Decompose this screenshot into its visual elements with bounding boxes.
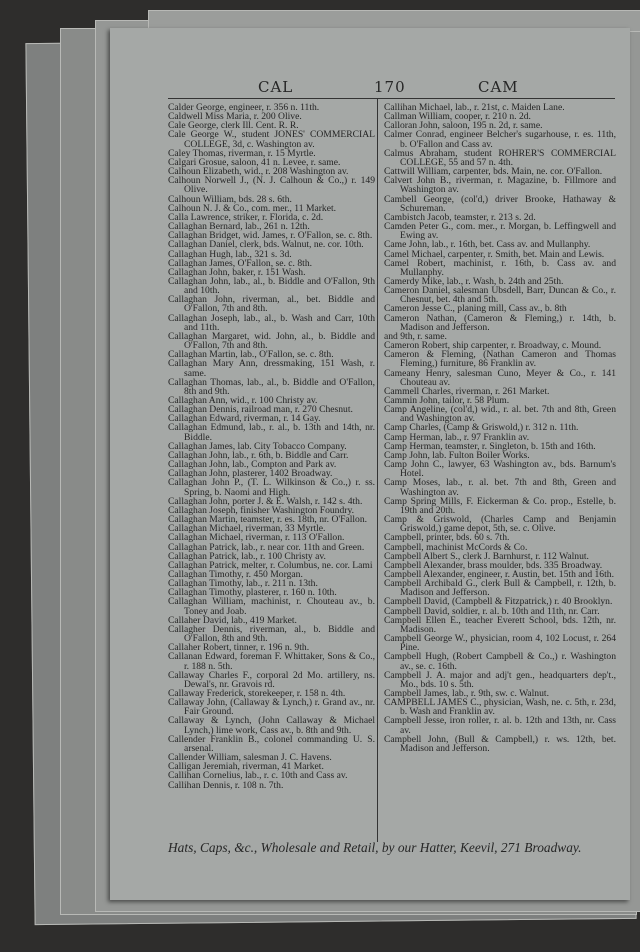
directory-entry: Callaghan Thomas, lab., al., b. Biddle and O'Fallon, 8th and 9th. bbox=[168, 376, 375, 397]
directory-entry: Callaghan James, O'Fallon, se. c. 8th. bbox=[168, 257, 313, 269]
directory-entry: Callaghan Martin, teamster, r. es. 18th, nr. O'Fallon. bbox=[168, 514, 368, 526]
column-divider bbox=[377, 99, 378, 842]
directory-entry: Callaghan Patrick, lab., r. 100 Christy av. bbox=[168, 550, 326, 562]
directory-entry: Cameron Jesse C., planing mill, Cass av., b. 8th bbox=[384, 303, 567, 315]
directory-entry: Callaghan Edmund, lab., r. al., b. 13th and 14th, nr. Biddle. bbox=[168, 422, 375, 443]
directory-entry: Callaghan Margaret, wid. John, al., b. Biddle and O'Fallon, 7th and 8th. bbox=[168, 330, 375, 352]
directory-entry: Campbell George W., physician, room 4, 102 Locust, r. 264 Pine. bbox=[384, 633, 616, 654]
directory-entry: Calmer Conrad, engineer Belcher's sugarhouse, r. es. 11th, b. O'Fallon and Cass av. bbox=[384, 129, 616, 150]
directory-entry: Campbell Albert S., clerk J. Barnhurst, r. 112 Walnut. bbox=[384, 550, 589, 562]
directory-entry: Cale George, clerk Ill. Cent. R. R. bbox=[168, 120, 299, 132]
directory-entry: Camel Robert, machinist, r. 16th, b. Cass av. and Mullanphy. bbox=[384, 257, 616, 278]
directory-entry: Callaghan Patrick, melter, r. Columbus, ne. cor. Lami bbox=[168, 559, 373, 571]
directory-entry: Cameron Robert, ship carpenter, r. Broadway, c. Mound. bbox=[384, 340, 602, 352]
directory-entry: Callaghan Martin, lab., O'Fallon, se. c. 8th. bbox=[168, 349, 334, 361]
directory-entry: Campbell Alexander, brass moulder, bds. 335 Broadway. bbox=[384, 559, 603, 571]
directory-entry: Calhoun N. J. & Co., com. mer., 11 Market. bbox=[168, 202, 337, 214]
directory-entry: Callihan Dennis, r. 108 n. 7th. bbox=[168, 779, 284, 791]
header-left-guide: CAL bbox=[258, 78, 294, 96]
footer-advertisement: Hats, Caps, &c., Wholesale and Retail, by our Hatter, Keevil, 271 Broadway. bbox=[168, 840, 582, 855]
directory-entry: Calder George, engineer, r. 356 n. 11th. bbox=[168, 102, 320, 113]
directory-entry: Callaghan John P., (T. L. Wilkinson & Co.,) r. ss. Spring, b. Naomi and High. bbox=[168, 477, 375, 498]
directory-entry: Callihan Cornelius, lab., r. c. 10th and Cass av. bbox=[168, 770, 348, 782]
directory-entry: Camp Herman, teamster, r. Singleton, b. 15th and 16th. bbox=[384, 440, 596, 452]
directory-entry: Campbell Alexander, engineer, r. Austin, bet. 15th and 16th. bbox=[384, 568, 614, 580]
directory-entry: Callanan Edward, foreman F. Whittaker, Sons & Co., r. 188 n. 5th. bbox=[168, 651, 375, 672]
directory-entry: Cattwill William, carpenter, bds. Main, ne. cor. O'Fallon. bbox=[384, 166, 603, 178]
directory-entry: Callaghan William, machinist, r. Chouteau av., b. Toney and Joab. bbox=[168, 596, 375, 617]
directory-entry: Campbell Archibald G., clerk Bull & Campbell, r. 12th, b. Madison and Jefferson. bbox=[384, 578, 616, 599]
directory-entry: Cameany Henry, salesman Cuno, Meyer & Co., r. 141 Chouteau av. bbox=[384, 367, 616, 388]
directory-entry: Cale George W., student JONES' COMMERCIAL COLLEGE, 3d, c. Washington av. bbox=[168, 129, 375, 150]
directory-entry: Callaghan John, lab., r. 6th, b. Biddle and Carr. bbox=[168, 449, 349, 461]
directory-entry: Campbell David, (Campbell & Fitzpatrick,) r. 40 Brooklyn. bbox=[384, 596, 613, 608]
directory-entry: Calhoun William, bds. 28 s. 6th. bbox=[168, 193, 292, 205]
directory-entry: Calhoun Norwell J., (N. J. Calhoun & Co.,) r. 149 Olive. bbox=[168, 175, 375, 196]
directory-entry: Callaghan John, baker, r. 151 Wash. bbox=[168, 266, 306, 278]
directory-entry: Callaher Robert, tinner, r. 196 n. 9th. bbox=[168, 642, 310, 654]
directory-entry: Came John, lab., r. 16th, bet. Cass av. and Mullanphy. bbox=[384, 239, 591, 251]
directory-entry: Callaghan John, lab., Compton and Park av. bbox=[168, 459, 337, 471]
directory-entry: Callagher Dennis, riverman, al., b. Biddle and O'Fallon, 8th and 9th. bbox=[168, 623, 375, 645]
directory-entry: Camel Michael, carpenter, r. Smith, bet. Main and Lewis. bbox=[384, 248, 605, 260]
directory-entry: Campbell John, (Bull & Campbell,) r. ws. 12th, bet. Madison and Jefferson. bbox=[384, 733, 616, 754]
directory-entry: Callaghan Edward, riverman, r. 14 Gay. bbox=[168, 413, 321, 425]
directory-entry: Callaher David, lab., 419 Market. bbox=[168, 614, 297, 626]
directory-entry: Camp Angeline, (col'd,) wid., r. al. bet. 7th and 8th, Green and Washington av. bbox=[384, 404, 616, 425]
right-column bbox=[384, 103, 616, 753]
left-column bbox=[168, 103, 375, 790]
directory-entry: Callaghan John, riverman, al., bet. Biddle and O'Fallon, 7th and 8th. bbox=[168, 294, 375, 315]
directory-entry: Callihan Michael, lab., r. 21st, c. Maiden Lane. bbox=[384, 102, 565, 113]
directory-entry: Cammin John, tailor, r. 58 Plum. bbox=[384, 395, 510, 406]
directory-entry: Calhoun Elizabeth, wid., r. 208 Washington av. bbox=[168, 166, 349, 178]
directory-entry: Callaghan Mary Ann, dressmaking, 151 Wash, r. same. bbox=[168, 358, 375, 379]
directory-entry: Camp John, lab. Fulton Boiler Works. bbox=[384, 449, 530, 461]
directory-entry: Campbell James, lab., r. 9th, sw. c. Walnut. bbox=[384, 688, 549, 699]
directory-entry: Caley Thomas, riverman, r. 15 Myrtle. bbox=[168, 147, 316, 159]
directory-entry: Callaghan Daniel, clerk, bds. Walnut, ne. cor. 10th. bbox=[168, 239, 364, 251]
directory-entry: Caldwell Miss Maria, r. 200 Olive. bbox=[168, 111, 302, 123]
directory-entry: Cambell George, (col'd,) driver Brooke, Hathaway & Schureman. bbox=[384, 193, 616, 214]
directory-entry: Callman William, cooper, r. 210 n. 2d. bbox=[384, 111, 531, 123]
directory-entry: Camp Moses, lab., r. al. bet. 7th and 8th, Green and Washington av. bbox=[384, 477, 616, 498]
directory-entry: Camden Peter G., com. mer., r. Morgan, b. Leffingwell and Ewing av. bbox=[384, 221, 616, 242]
directory-entry: Callaghan Timothy, r. 450 Morgan. bbox=[168, 568, 303, 580]
directory-entry: Callaghan Joseph, finisher Washington Foundry. bbox=[168, 504, 355, 516]
directory-entry: Calmus Abraham, student ROHRER'S COMMERCIAL COLLEGE, 55 and 57 n. 4th. bbox=[384, 147, 616, 168]
directory-entry: Camp John C., lawyer, 63 Washington av., bds. Barnum's Hotel. bbox=[384, 459, 616, 480]
directory-entry: Calgari Grosue, saloon, 41 n. Levee, r. same. bbox=[168, 156, 341, 168]
directory-entry: Calvert John B., riverman, r. Magazine, b. Fillmore and Washington av. bbox=[384, 175, 616, 196]
directory-entry: Camp Spring Mills, F. Eickerman & Co. prop., Estelle, b. 19th and 20th. bbox=[384, 495, 616, 516]
directory-entry: Callaghan Bridget, wid. James, r. O'Fallon, se. c. 8th. bbox=[168, 230, 373, 242]
directory-entry: Campbell J. A. major and adj't gen., headquarters dep't., Mo., bds. 10 s. 5th. bbox=[384, 669, 616, 690]
directory-entry: Cameron Nathan, (Cameron & Fleming,) r. 14th, b. Madison and Jefferson. bbox=[384, 312, 616, 333]
directory-entry: Campbell Ellen E., teacher Everett School, bds. 12th, nr. Madison. bbox=[384, 614, 616, 635]
directory-entry: Cambistch Jacob, teamster, r. 213 s. 2d. bbox=[384, 211, 536, 223]
directory-entry: Callaghan Joseph, lab., al., b. Wash and Carr, 10th and 11th. bbox=[168, 312, 375, 333]
directory-entry: Callaghan Michael, riverman, r. 113 O'Fallon. bbox=[168, 532, 345, 544]
directory-entry: Callaghan James, lab. City Tobacco Company. bbox=[168, 440, 347, 452]
directory-entry: Callender William, salesman J. C. Havens. bbox=[168, 752, 332, 764]
directory-entry: Callaghan John, plasterer, 1402 Broadway. bbox=[168, 468, 333, 480]
directory-entry: Callaghan Timothy, lab., r. 211 n. 13th. bbox=[168, 578, 318, 590]
directory-entry: Cammell Charles, riverman, r. 261 Market. bbox=[384, 385, 550, 397]
directory-entry: Callender Franklin B., colonel commanding U. S. arsenal. bbox=[168, 733, 375, 754]
directory-entry: Camp & Griswold, (Charles Camp and Benjamin Griswold,) game depot, 5th, se. c. Olive. bbox=[384, 514, 616, 535]
directory-entry: Callaghan Ann, wid., r. 100 Christy av. bbox=[168, 395, 318, 406]
directory-entry: Campbell, printer, bds. 60 s. 7th. bbox=[384, 532, 510, 544]
directory-entry: Calla Lawrence, striker, r. Florida, c. 2d. bbox=[168, 211, 324, 223]
header-right-guide: CAM bbox=[478, 78, 519, 96]
directory-entry: Camerdy Mike, lab., r. Wash, b. 24th and 25th. bbox=[384, 275, 564, 287]
directory-entry: Camp Charles, (Camp & Griswold,) r. 312 n. 11th. bbox=[384, 422, 579, 434]
directory-entry: Callaway Frederick, storekeeper, r. 158 n. 4th. bbox=[168, 688, 346, 699]
directory-entry: Campbell Jesse, iron roller, r. al. b. 12th and 13th, nr. Cass av. bbox=[384, 715, 616, 736]
directory-entry: Callaghan Patrick, lab., r. near cor. 11th and Green. bbox=[168, 541, 365, 553]
directory-entry: and 9th, r. same. bbox=[384, 330, 447, 342]
directory-entry: Calloran John, saloon, 195 n. 2d, r. same. bbox=[384, 120, 543, 132]
directory-entry: Campbell Hugh, (Robert Campbell & Co.,) r. Washington av., se. c. 16th. bbox=[384, 651, 616, 672]
page-number: 170 bbox=[374, 78, 406, 96]
directory-entry: Callaghan Bernard, lab., 261 n. 12th. bbox=[168, 221, 310, 233]
directory-entry: Callaghan Dennis, railroad man, r. 270 Chesnut. bbox=[168, 404, 353, 416]
directory-entry: Callaway & Lynch, (John Callaway & Michael Lynch,) lime work, Cass av., b. 8th and 9th. bbox=[168, 715, 375, 736]
directory-entry: Calligan Jeremiah, riverman, 41 Market. bbox=[168, 761, 324, 773]
directory-entry: Campbell, machinist McCords & Co. bbox=[384, 541, 528, 553]
directory-entry: CAMPBELL JAMES C., physician, Wash, ne. c. 5th, r. 23d, b. Wash and Franklin av. bbox=[384, 697, 616, 718]
header-rule bbox=[168, 98, 615, 99]
directory-entry: Callaghan John, porter J. & E. Walsh, r. 142 s. 4th. bbox=[168, 495, 363, 507]
directory-entry: Campbell David, soldier, r. al. b. 10th and 11th, nr. Carr. bbox=[384, 605, 600, 617]
directory-entry: Camp Herman, lab., r. 97 Franklin av. bbox=[384, 431, 530, 443]
directory-entry: Callaghan Timothy, plasterer, r. 160 n. 10th. bbox=[168, 587, 337, 599]
directory-entry: Cameron Daniel, salesman Ubsdell, Barr, Duncan & Co., r. Chesnut, bet. 4th and 5th. bbox=[384, 285, 616, 306]
directory-entry: Cameron & Fleming, (Nathan Cameron and Thomas Fleming,) furniture, 86 Franklin av. bbox=[384, 349, 616, 370]
directory-entry: Callaghan John, lab., al., b. Biddle and O'Fallon, 9th and 10th. bbox=[168, 275, 375, 297]
directory-entry: Callaghan Michael, riverman, 33 Myrtle. bbox=[168, 523, 326, 535]
directory-entry: Callaway Charles F., corporal 2d Mo. artillery, ns. Dewal's, nr. Gravois rd. bbox=[168, 669, 375, 690]
directory-entry: Callaway John, (Callaway & Lynch,) r. Grand av., nr. Fair Ground. bbox=[168, 697, 375, 718]
directory-entry: Callaghan Hugh, lab., 321 s. 3d. bbox=[168, 248, 292, 260]
